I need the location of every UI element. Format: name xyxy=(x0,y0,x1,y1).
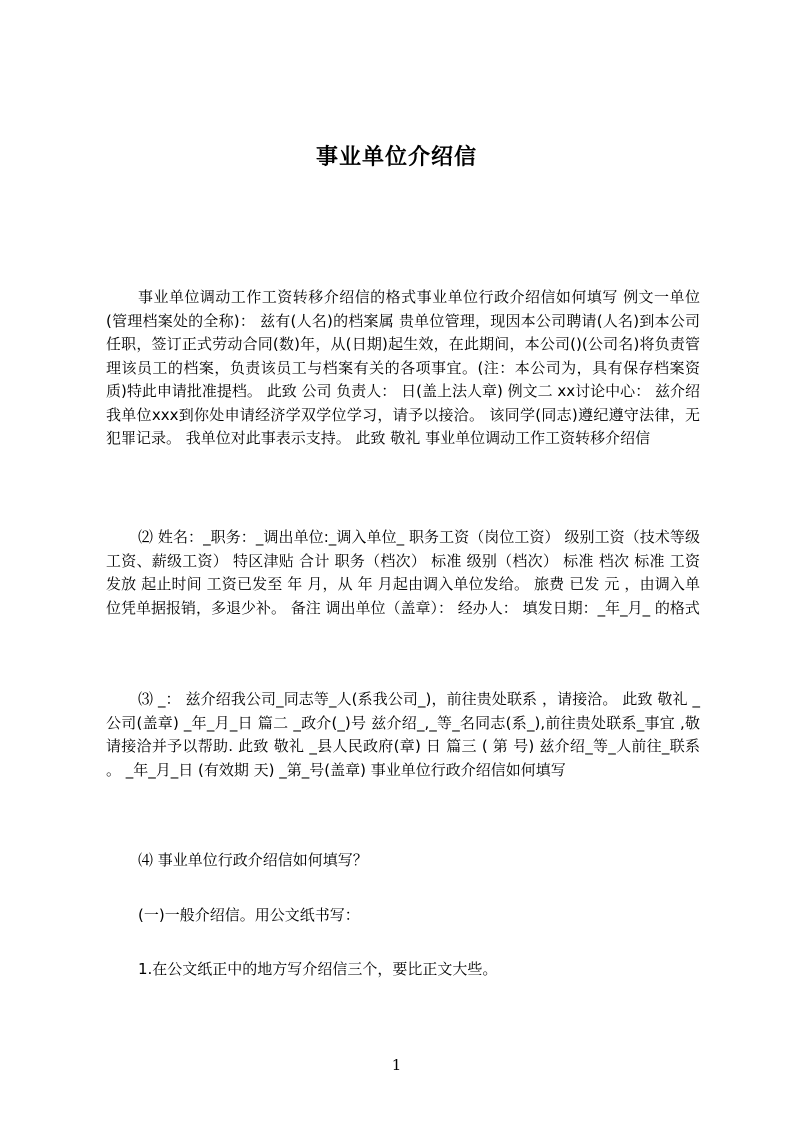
page-title: 事业单位介绍信 xyxy=(315,145,477,170)
paragraph-how-to-fill: ⑷ 事业单位行政介绍信如何填写？ xyxy=(138,851,368,869)
paragraph-step-one: 1.在公文纸正中的地方写介绍信三个，要比正文大些。 xyxy=(138,960,498,978)
paragraph-intro: 事业单位调动工作工资转移介绍信的格式事业单位行政介绍信如何填写 例文一单位(管理档案处的全称)： 兹有(人名)的档案属 贵单位管理，现因本公司聘请(人名)到本公司任职，签订正式劳动合同(数)年，从(日期)起生效，在此期间，本公司()(公司名)将负责管理该员工的档案，负责该员工与档案有关的各项事宜。(注：本公司为，具有保存档案资质)特此申请批准提档。 此致 公司 负责人： 日(盖上法人章) 例文二 xx讨论中心： 兹介绍我单位xxx到你处申请经济学双学位学习，请予以接洽。 该同学(同志)遵纪遵守法律，无犯罪记录。 我单位对此事表示支持。 此致 敬礼 事业单位调动工作工资转移介绍信 xyxy=(106,288,700,447)
paragraph-general-letter: (一)一般介绍信。用公文纸书写： xyxy=(138,906,360,924)
paragraph-salary-transfer: ⑵ 姓名：_职务：_调出单位:_调入单位_ 职务工资（岗位工资） 级别工资（技术等级工资、薪级工资） 特区津贴 合计 职务（档次） 标准 级别（档次） 标准 档次 标准 工资发放 起止时间 工资已发至 年 月，从 年 月起由调入单位发给。 旅费 已发 元 ，由调入单位凭单据报销，多退少补。 备注 调出单位（盖章）： 经办人： 填发日期：_年_月_ 的格式 xyxy=(106,528,700,617)
paragraph-templates: ⑶ _： 兹介绍我公司_同志等_人(系我公司_)，前往贵处联系 ，请接洽。 此致 敬礼 _公司(盖章) _年_月_日 篇二 _政介(_)号 兹介绍_,_等_名同志(系_),前往贵处联系_事宜 ,敬请接洽并予以帮助. 此致 敬礼 _县人民政府(章) 日 篇三 ( 第 号) 兹介绍_等_人前往_联系 。 _年_月_日 (有效期 天) _第_号(盖章) 事业单位行政介绍信如何填写 xyxy=(106,690,700,779)
page-number: 1 xyxy=(391,1056,402,1074)
